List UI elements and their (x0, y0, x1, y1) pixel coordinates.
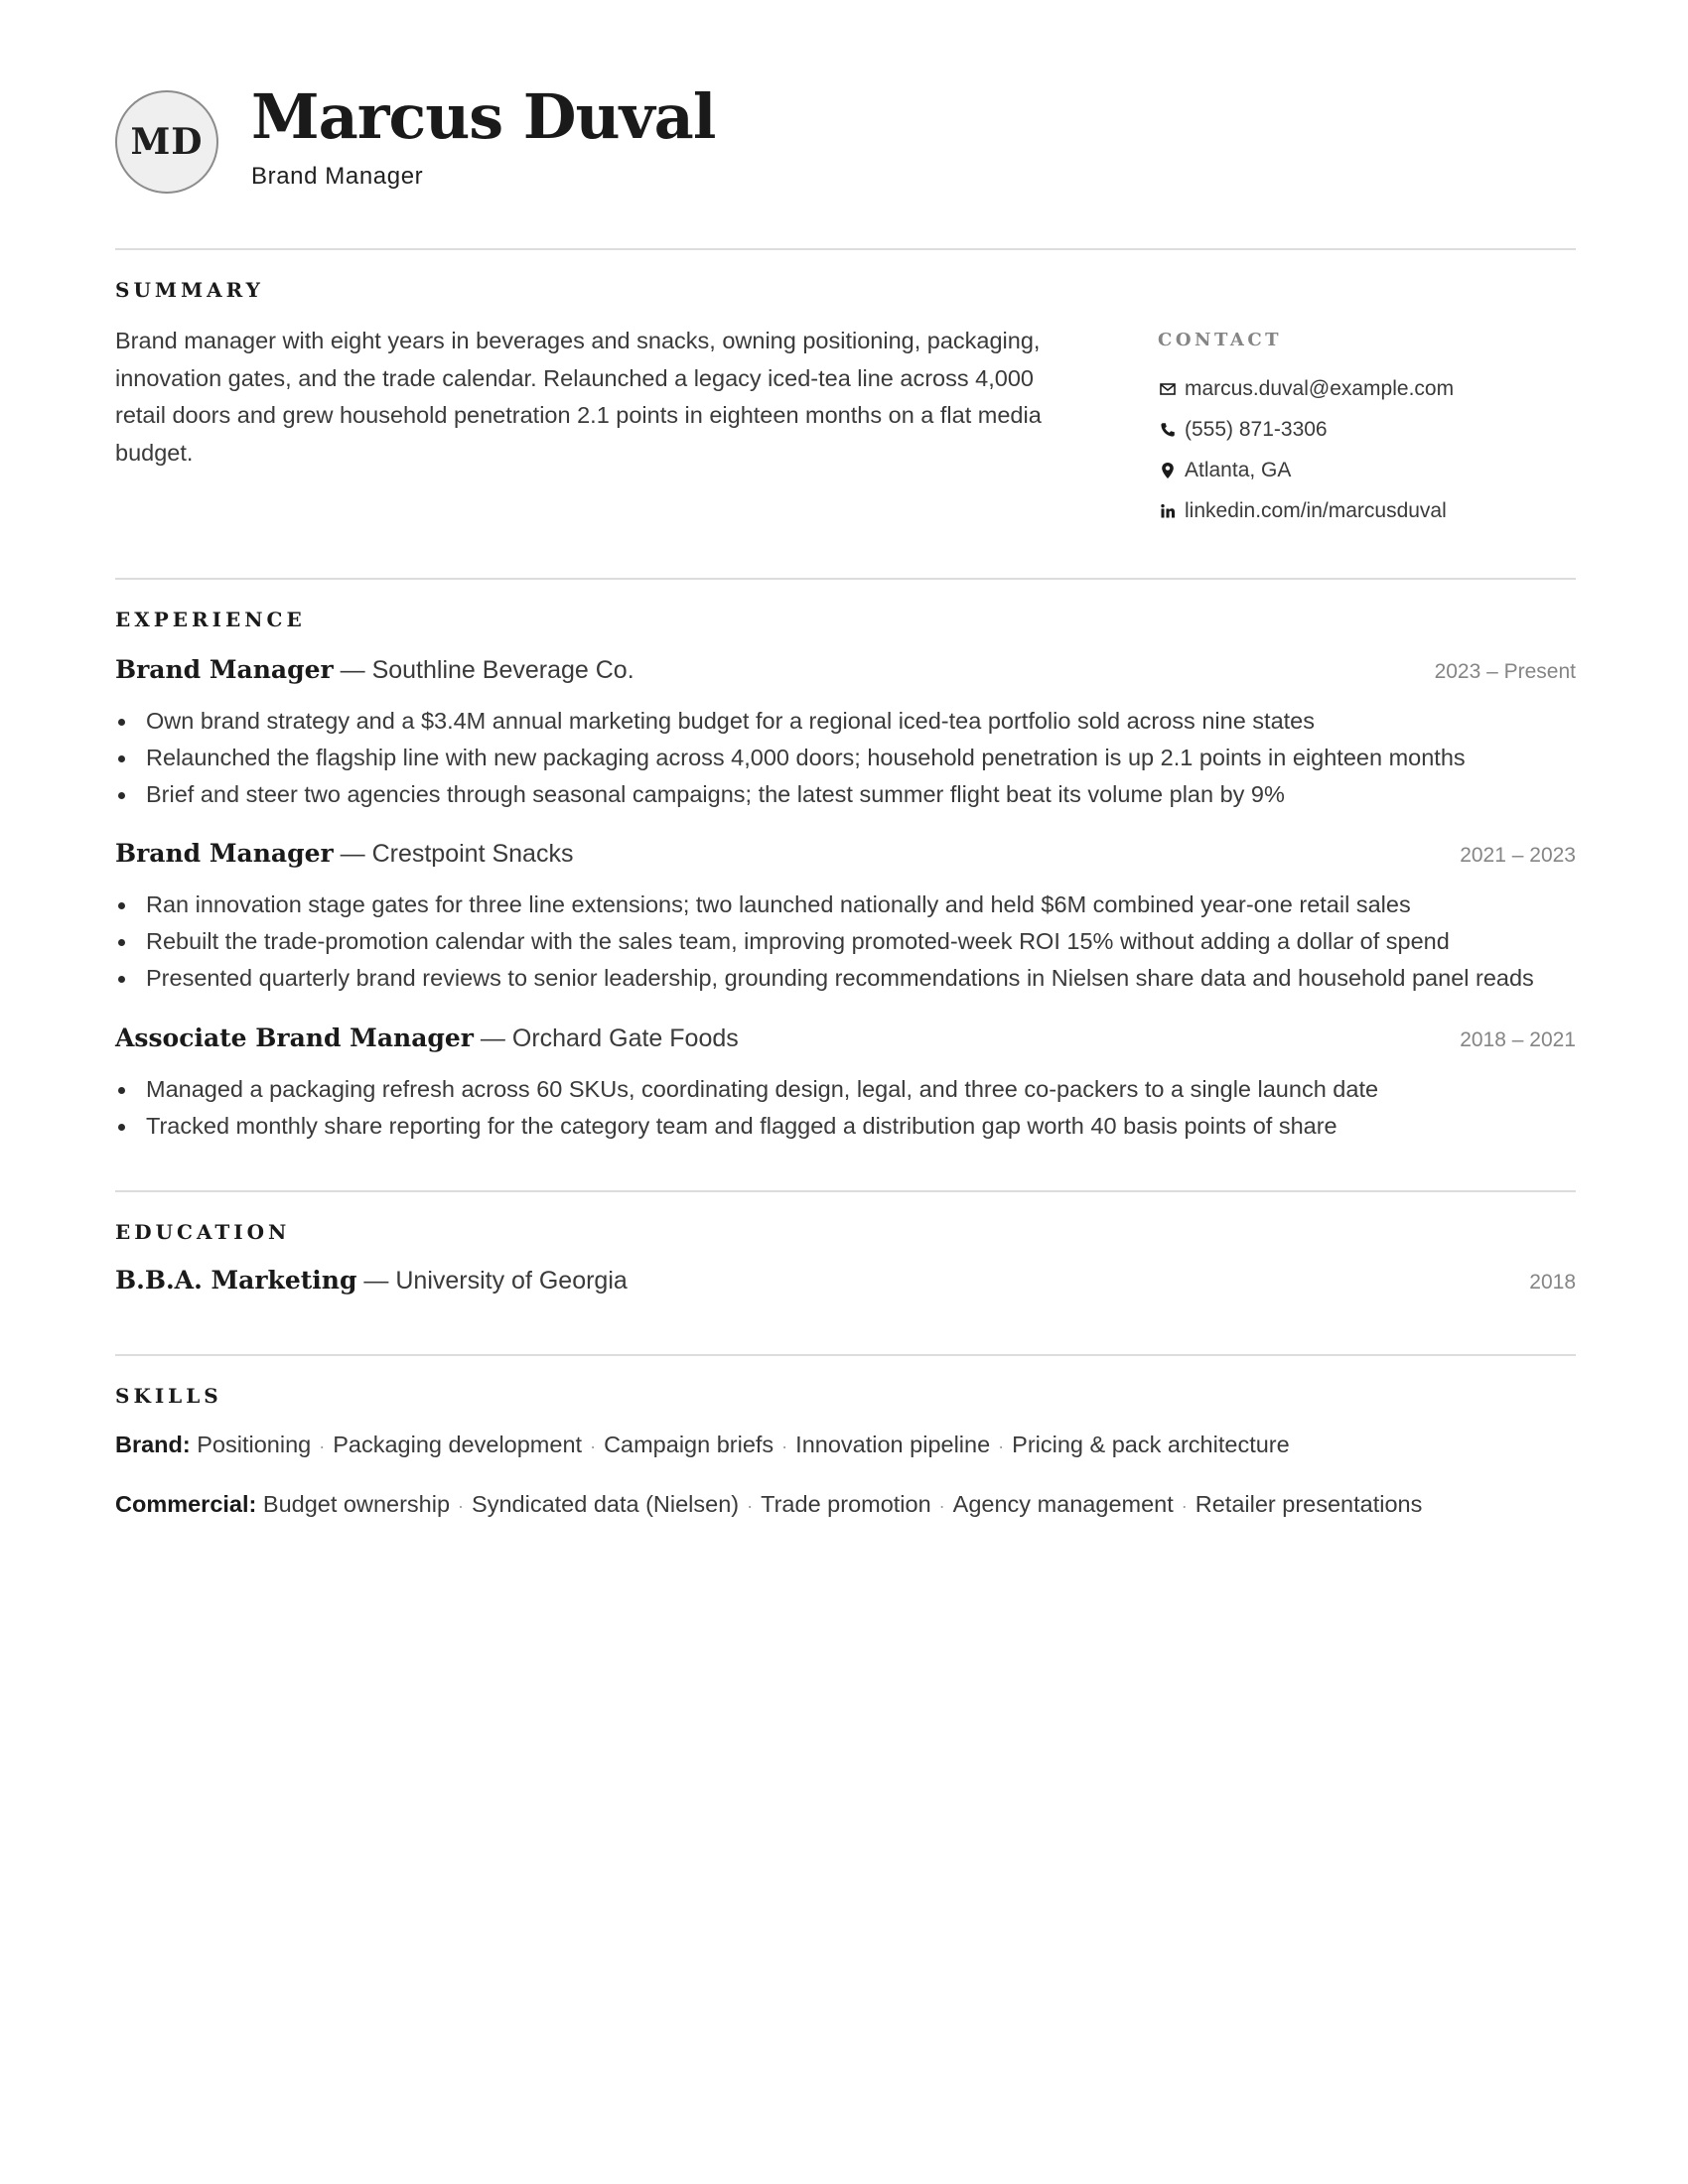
job-title-line (115, 655, 634, 685)
education-entry (115, 1266, 1576, 1296)
education-degree: B.B.A. Marketing (115, 1266, 357, 1295)
skill-item: Campaign briefs (604, 1432, 774, 1457)
contact-linkedin-text: linkedin.com/in/marcusduval (1185, 498, 1447, 522)
summary-section (115, 250, 1576, 578)
skill-separator: · (747, 1496, 754, 1516)
education-section (115, 1192, 1576, 1354)
resume-page (115, 0, 1576, 1654)
summary-heading: SUMMARY (115, 278, 264, 302)
job-company: Southline Beverage Co. (371, 656, 634, 684)
job-separator: — (480, 1024, 512, 1052)
skill-group (115, 1491, 1422, 1518)
candidate-name: Marcus Duval (251, 80, 716, 153)
skill-separator: · (590, 1436, 597, 1456)
contact-email-text: marcus.duval@example.com (1185, 376, 1455, 400)
job-bullet: Rebuilt the trade-promotion calendar with the sales team, improving promoted-week ROI 15% without adding a dollar of spend (115, 923, 1576, 960)
job-entry (115, 839, 1576, 997)
skill-item: Syndicated data (Nielsen) (472, 1491, 740, 1517)
skill-item: Budget ownership (262, 1491, 451, 1517)
linkedin-icon (1158, 501, 1178, 521)
summary-text: Brand manager with eight years in beverages and snacks, owning positioning, packaging, innovation gates, and the trade calendar. Relaunched a legacy iced-tea line across 4,000 retail doors and grew household penetration 2.1 points in eighteen months on a flat media budget. (115, 328, 1042, 466)
job-title: Associate Brand Manager (115, 1024, 474, 1052)
phone-icon (1158, 420, 1178, 440)
job-bullets (115, 1071, 1576, 1145)
job-header (115, 655, 1576, 693)
job-header (115, 839, 1576, 877)
job-bullet: Own brand strategy and a $3.4M annual marketing budget for a regional iced-tea portfolio sold across nine states (115, 703, 1576, 740)
job-dates: 2023 – Present (1434, 660, 1576, 683)
skills-section (115, 1356, 1576, 1654)
education-separator: — (363, 1267, 396, 1295)
skill-separator: · (319, 1436, 326, 1456)
job-separator: — (340, 656, 372, 684)
education-year: 2018 (1529, 1271, 1576, 1294)
skill-separator: · (938, 1496, 945, 1516)
candidate-title: Brand Manager (251, 163, 424, 190)
education-school: University of Georgia (395, 1267, 628, 1295)
education-heading: EDUCATION (115, 1220, 291, 1244)
education-line (115, 1266, 628, 1296)
mail-icon (1158, 379, 1178, 399)
job-bullet: Relaunched the flagship line with new packaging across 4,000 doors; household penetration is up 2.1 points in eighteen months (115, 740, 1576, 776)
contact-location-text: Atlanta, GA (1185, 458, 1292, 481)
job-title-line (115, 1024, 739, 1053)
skill-separator: · (1181, 1496, 1188, 1516)
job-entry (115, 1024, 1576, 1145)
location-pin-icon (1158, 461, 1178, 480)
job-dates: 2018 – 2021 (1460, 1028, 1576, 1051)
skill-item: Retailer presentations (1195, 1491, 1423, 1517)
job-company: Orchard Gate Foods (511, 1024, 739, 1052)
skill-category: Brand: (115, 1432, 198, 1457)
skills-heading: SKILLS (115, 1384, 222, 1408)
job-bullet: Brief and steer two agencies through seasonal campaigns; the latest summer flight beat its volume plan by 9% (115, 776, 1576, 813)
experience-section (115, 580, 1576, 1190)
contact-linkedin[interactable] (1158, 490, 1575, 531)
skill-separator: · (458, 1496, 465, 1516)
skill-separator: · (998, 1436, 1005, 1456)
job-dates: 2021 – 2023 (1460, 844, 1576, 867)
job-bullet: Tracked monthly share reporting for the category team and flagged a distribution gap worth 40 basis points of share (115, 1108, 1576, 1145)
resume-header (115, 0, 1576, 248)
experience-heading: EXPERIENCE (115, 608, 306, 631)
contact-heading: CONTACT (1158, 330, 1283, 350)
job-bullets (115, 703, 1576, 813)
job-title-line (115, 839, 573, 869)
job-bullet: Presented quarterly brand reviews to senior leadership, grounding recommendations in Nielsen share data and household panel reads (115, 960, 1576, 997)
skill-item: Agency management (952, 1491, 1174, 1517)
job-title: Brand Manager (115, 839, 334, 868)
skill-item: Positioning (197, 1432, 312, 1457)
skill-separator: · (781, 1436, 788, 1456)
job-bullets (115, 887, 1576, 997)
job-entry (115, 655, 1576, 813)
job-bullet: Managed a packaging refresh across 60 SKUs, coordinating design, legal, and three co-packers to a single launch date (115, 1071, 1576, 1108)
contact-location (1158, 450, 1575, 490)
contact-phone-text: (555) 871-3306 (1185, 417, 1328, 441)
skill-group (115, 1432, 1290, 1458)
job-header (115, 1024, 1576, 1061)
job-bullet: Ran innovation stage gates for three line extensions; two launched nationally and held $6M combined year-one retail sales (115, 887, 1576, 923)
job-company: Crestpoint Snacks (371, 840, 574, 868)
contact-email[interactable] (1158, 368, 1575, 409)
job-separator: — (340, 840, 372, 868)
skill-category: Commercial: (115, 1491, 263, 1517)
contact-phone[interactable] (1158, 409, 1575, 450)
skill-item: Innovation pipeline (795, 1432, 991, 1457)
skill-item: Pricing & pack architecture (1012, 1432, 1290, 1457)
skill-item: Trade promotion (761, 1491, 931, 1517)
job-title: Brand Manager (115, 655, 334, 684)
monogram-avatar: MD (115, 90, 218, 194)
skill-item: Packaging development (333, 1432, 583, 1457)
contact-block (1158, 330, 1575, 531)
